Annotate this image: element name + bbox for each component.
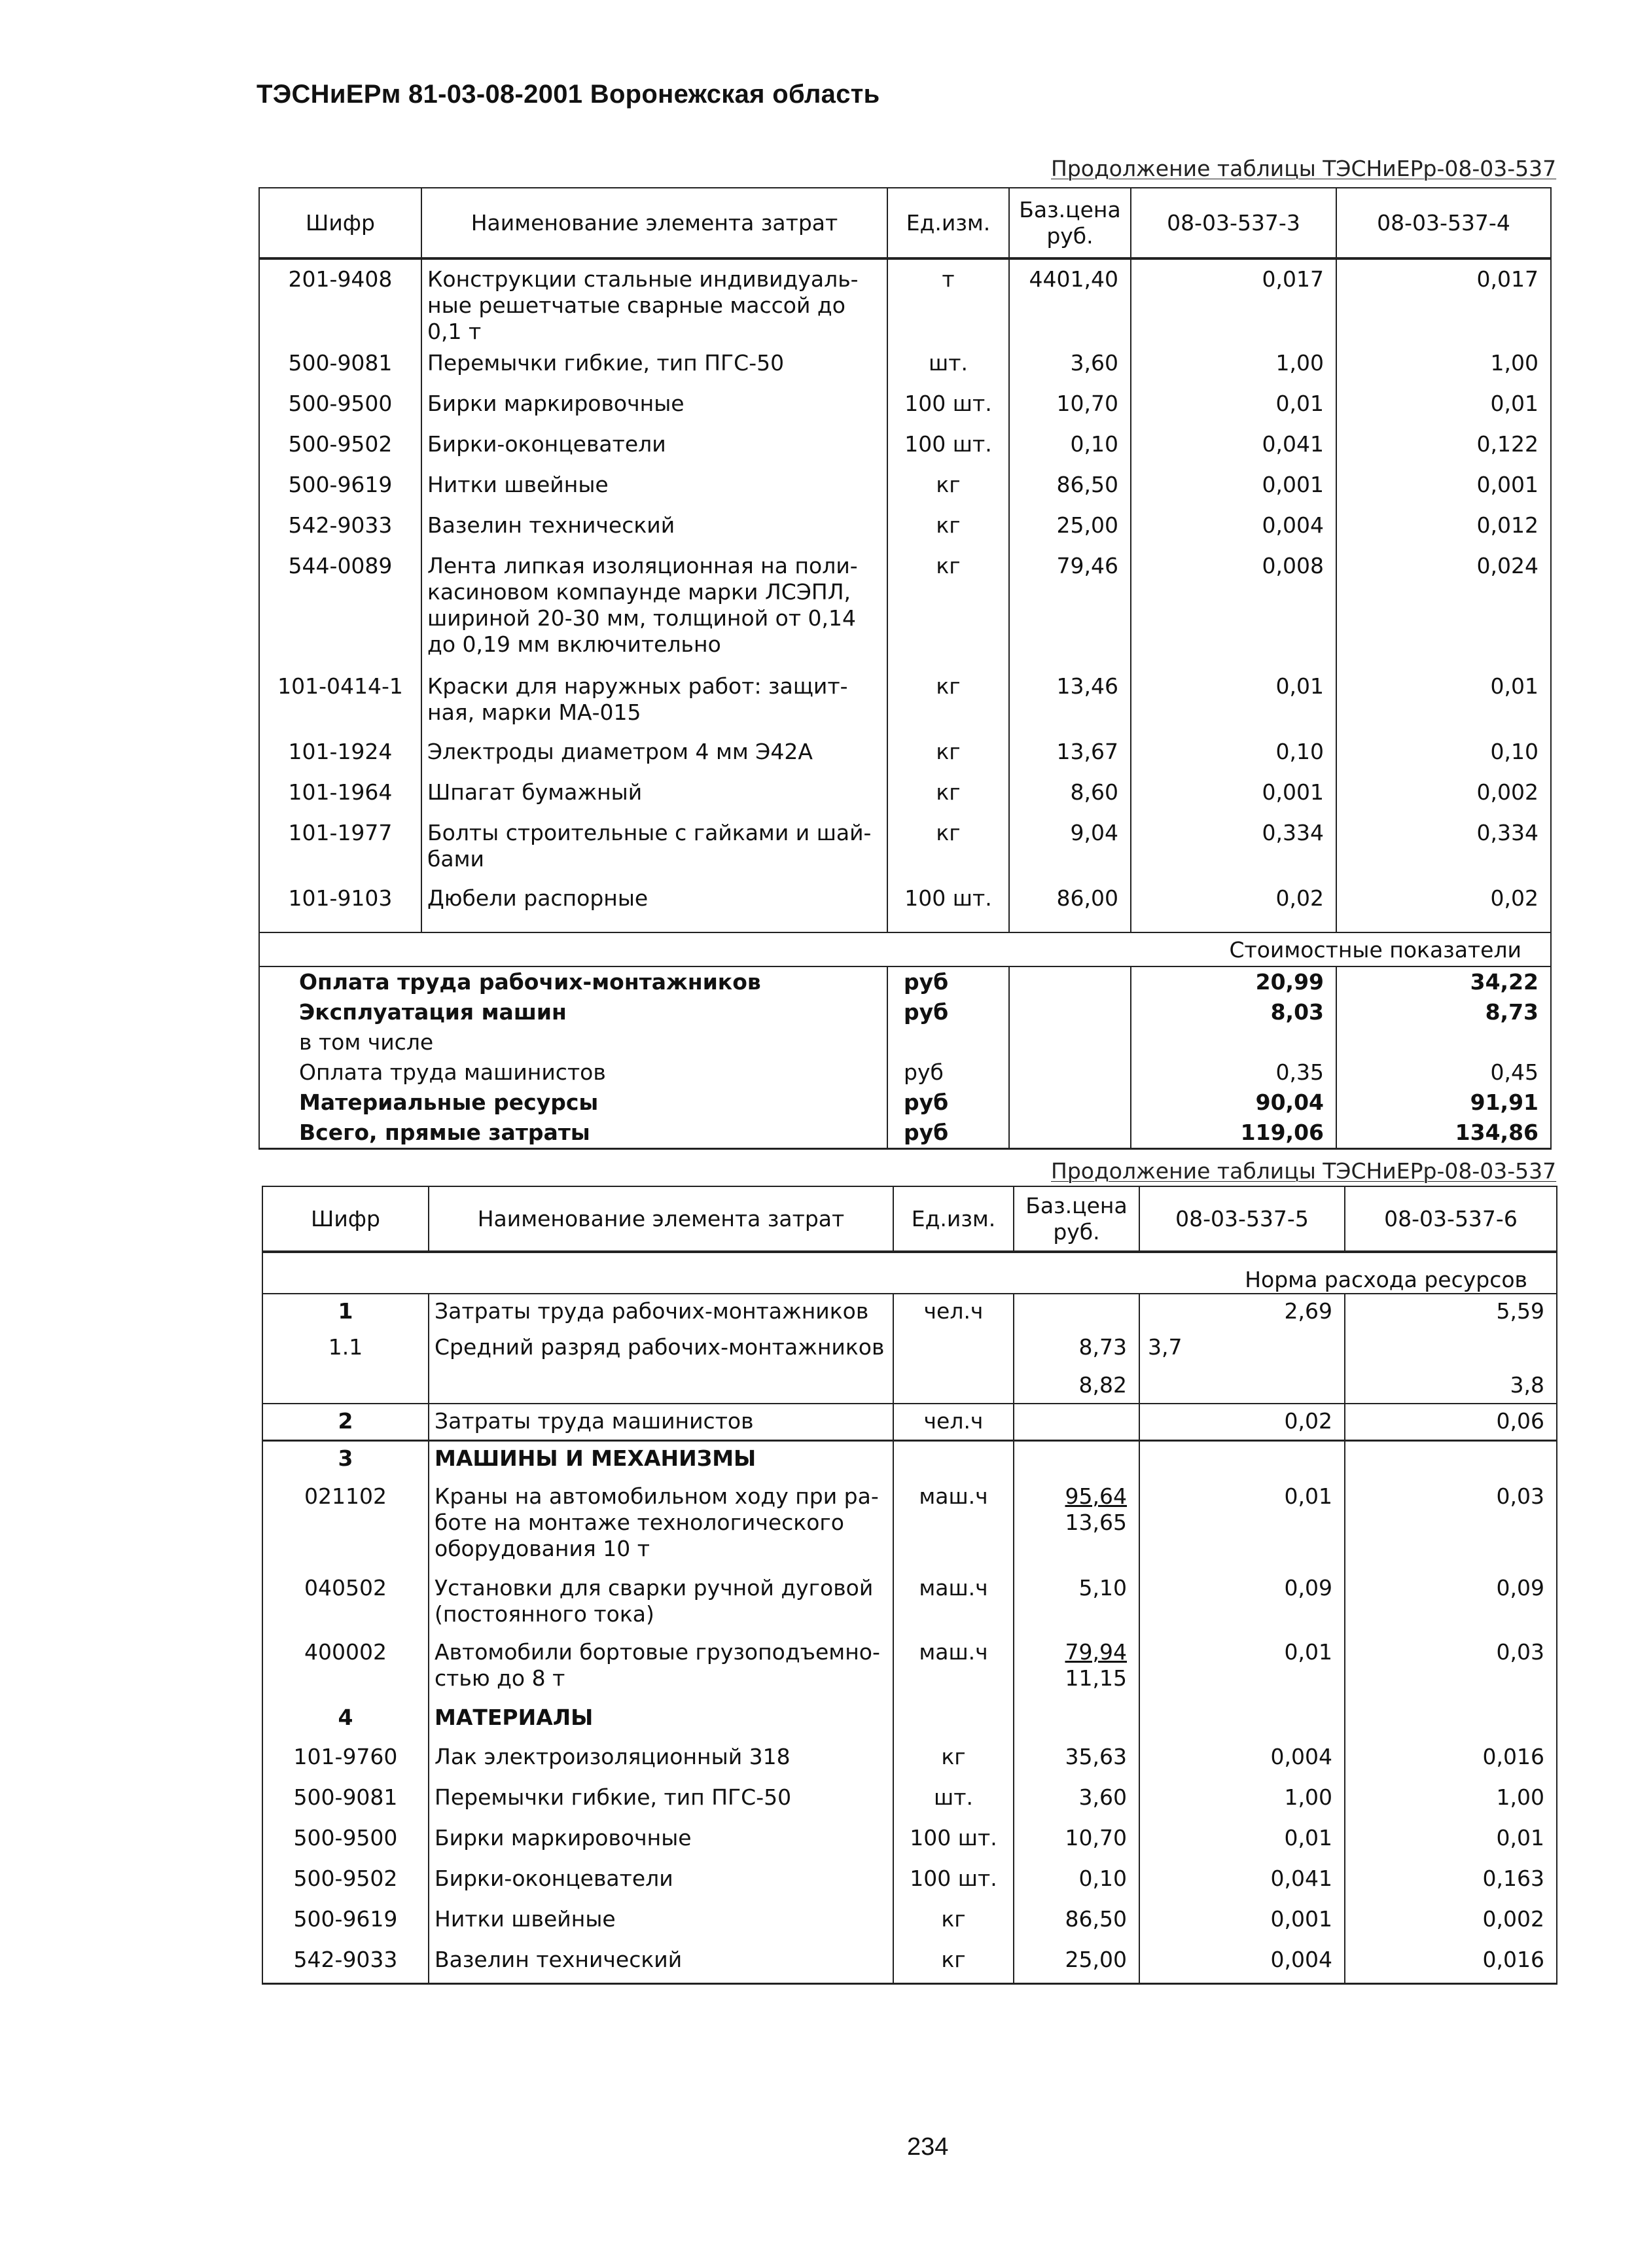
resource-name: Установки для сварки ручной дуговой (постоянного тока)	[429, 1571, 893, 1635]
resource-name: Затраты труда машинистов	[429, 1404, 893, 1440]
base-price-value: 86,50	[1065, 1906, 1127, 1932]
summary-value-a: 90,04	[1131, 1088, 1336, 1118]
norm-value-b: 3,8	[1345, 1368, 1557, 1404]
summary-unit: руб	[887, 997, 1009, 1027]
summary-label: Оплата труда машинистов	[259, 1057, 887, 1088]
table-row	[262, 1294, 1557, 1330]
table-row	[262, 1404, 1557, 1440]
resource-name: Вазелин технический	[421, 507, 887, 548]
table-row	[262, 1571, 1557, 1635]
resource-unit: кг	[893, 1740, 1014, 1781]
resource-unit: кг	[887, 668, 1009, 734]
resource-unit: кг	[887, 774, 1009, 815]
norm-value-a: 1,00	[1139, 1781, 1345, 1821]
table-row	[259, 385, 1551, 426]
resource-name: Болты строительные с гайками и шай-бами	[421, 815, 887, 880]
section-label: Стоимостные показатели	[259, 932, 1551, 966]
summary-label: Эксплуатация машин	[259, 997, 887, 1027]
norm-value-b: 0,002	[1345, 1902, 1557, 1943]
norm-value-b: 5,59	[1345, 1294, 1557, 1330]
resource-code: 101-1924	[259, 734, 421, 774]
norm-value-b: 0,024	[1336, 548, 1551, 668]
summary-row	[259, 1088, 1551, 1118]
summary-value-a	[1131, 1027, 1336, 1057]
base-price: 13,46	[1009, 668, 1131, 734]
table-row	[259, 774, 1551, 815]
base-price: 8,60	[1009, 774, 1131, 815]
norm-value-b	[1345, 1330, 1557, 1368]
table2-continuation-caption: Продолжение таблицы ТЭСНиЕРр-08-03-537	[1051, 1158, 1557, 1184]
base-price-value: 3,60	[1078, 1784, 1127, 1810]
resource-unit	[893, 1701, 1014, 1740]
base-price: 10,70	[1009, 385, 1131, 426]
resource-code: 1	[262, 1294, 429, 1330]
resource-code: 500-9081	[259, 345, 421, 385]
table-row	[262, 1862, 1557, 1902]
summary-row	[259, 1027, 1551, 1057]
summary-value-b: 34,22	[1336, 966, 1551, 997]
summary-value-a: 119,06	[1131, 1118, 1336, 1149]
summary-unit: руб	[887, 1118, 1009, 1149]
section-label-row	[262, 1252, 1557, 1294]
summary-unit	[887, 1027, 1009, 1057]
summary-value-a: 0,35	[1131, 1057, 1336, 1088]
base-price-value: 25,00	[1065, 1947, 1127, 1972]
norm-value-a: 0,01	[1139, 1480, 1345, 1571]
section-heading-row	[262, 1440, 1557, 1480]
summary-value-b	[1336, 1027, 1551, 1057]
base-price: 0,10	[1009, 426, 1131, 467]
resource-code: 500-9619	[259, 467, 421, 507]
norm-value-b: 0,02	[1336, 880, 1551, 921]
norm-value-a: 0,334	[1131, 815, 1336, 880]
resource-unit: 100 шт.	[887, 426, 1009, 467]
base-price-value: 35,63	[1065, 1744, 1127, 1769]
norm-value-b: 0,01	[1345, 1821, 1557, 1862]
resource-code: 542-9033	[262, 1943, 429, 1983]
base-price: 86,50	[1009, 467, 1131, 507]
base-price: 4401,40	[1009, 258, 1131, 345]
base-price-value: 95,64	[1065, 1483, 1127, 1509]
resource-unit: кг	[893, 1902, 1014, 1943]
norm-value-a: 0,004	[1139, 1740, 1345, 1781]
resource-name: Лента липкая изоляционная на поли-касиновом компаунде марки ЛСЭПЛ, шириной 20-30 мм, толщиной от 0,14 до 0,19 мм включительно	[421, 548, 887, 668]
col-header-unit: Ед.изм.	[887, 188, 1009, 258]
base-price	[1014, 1635, 1139, 1701]
norm-value-b	[1345, 1701, 1557, 1740]
table2-header-row	[262, 1186, 1557, 1252]
base-price	[1014, 1862, 1139, 1902]
base-price-value: 8,73	[1078, 1334, 1127, 1360]
norm-value-a: 0,041	[1139, 1862, 1345, 1902]
resource-unit: маш.ч	[893, 1571, 1014, 1635]
norm-value-b: 0,002	[1336, 774, 1551, 815]
resource-name: Шпагат бумажный	[421, 774, 887, 815]
resource-unit: 100 шт.	[887, 385, 1009, 426]
resource-code: 1.1	[262, 1330, 429, 1368]
resource-code: 101-1964	[259, 774, 421, 815]
resource-name: Автомобили бортовые грузоподъемно-стью до 8 т	[429, 1635, 893, 1701]
summary-row	[259, 997, 1551, 1027]
summary-price	[1009, 997, 1131, 1027]
resource-name: Бирки-оконцеватели	[421, 426, 887, 467]
table-row	[262, 1821, 1557, 1862]
norm-value-b: 0,122	[1336, 426, 1551, 467]
resource-unit: маш.ч	[893, 1635, 1014, 1701]
base-price: 25,00	[1009, 507, 1131, 548]
base-price-value: 0,10	[1078, 1866, 1127, 1891]
resource-table-2	[262, 1186, 1557, 1985]
resource-name: Нитки швейные	[421, 467, 887, 507]
table-row	[259, 258, 1551, 345]
norm-value-a	[1139, 1368, 1345, 1404]
norm-value-b: 0,012	[1336, 507, 1551, 548]
resource-code: 101-9760	[262, 1740, 429, 1781]
section-heading-row	[262, 1701, 1557, 1740]
base-price	[1014, 1480, 1139, 1571]
resource-name: Перемычки гибкие, тип ПГС-50	[429, 1781, 893, 1821]
col-header-variant-b: 08-03-537-4	[1336, 188, 1551, 258]
resource-unit: 100 шт.	[893, 1862, 1014, 1902]
resource-code: 2	[262, 1404, 429, 1440]
col-header-code: Шифр	[262, 1186, 429, 1252]
resource-code: 500-9619	[262, 1902, 429, 1943]
norm-value-b: 0,09	[1345, 1571, 1557, 1635]
norm-value-b: 0,017	[1336, 258, 1551, 345]
norm-value-a: 1,00	[1131, 345, 1336, 385]
resource-unit: 100 шт.	[887, 880, 1009, 921]
table-row	[259, 426, 1551, 467]
resource-unit: маш.ч	[893, 1480, 1014, 1571]
table-row	[259, 345, 1551, 385]
norm-value-b: 0,016	[1345, 1943, 1557, 1983]
summary-value-a: 8,03	[1131, 997, 1336, 1027]
resource-unit: чел.ч	[893, 1404, 1014, 1440]
norm-value-a	[1139, 1440, 1345, 1480]
table-row	[259, 668, 1551, 734]
norm-value-a: 0,004	[1139, 1943, 1345, 1983]
base-price-value: 8,82	[1078, 1372, 1127, 1398]
summary-unit: руб	[887, 1088, 1009, 1118]
resource-code: 400002	[262, 1635, 429, 1701]
norm-value-a: 0,004	[1131, 507, 1336, 548]
col-header-name: Наименование элемента затрат	[429, 1186, 893, 1252]
table-row	[262, 1740, 1557, 1781]
base-price-value: 79,94	[1065, 1639, 1127, 1665]
col-header-variant-a: 08-03-537-5	[1139, 1186, 1345, 1252]
resource-code: 500-9500	[259, 385, 421, 426]
resource-name: Бирки маркировочные	[429, 1821, 893, 1862]
resource-unit: шт.	[893, 1781, 1014, 1821]
resource-code: 101-0414-1	[259, 668, 421, 734]
summary-price	[1009, 1027, 1131, 1057]
resource-unit: кг	[887, 734, 1009, 774]
base-price	[1014, 1781, 1139, 1821]
table1-header-row	[259, 188, 1551, 258]
resource-code	[262, 1368, 429, 1404]
base-price: 79,46	[1009, 548, 1131, 668]
resource-code: 542-9033	[259, 507, 421, 548]
resource-name: Средний разряд рабочих-монтажников	[429, 1330, 893, 1368]
base-price	[1014, 1902, 1139, 1943]
base-price: 9,04	[1009, 815, 1131, 880]
col-header-price: Баз.цена руб.	[1014, 1186, 1139, 1252]
resource-name: Краски для наружных работ: защит-ная, марки МА-015	[421, 668, 887, 734]
summary-row	[259, 966, 1551, 997]
resource-code: 500-9502	[262, 1862, 429, 1902]
base-price: 3,60	[1009, 345, 1131, 385]
norm-value-b: 0,334	[1336, 815, 1551, 880]
base-price	[1014, 1701, 1139, 1740]
norm-value-a: 0,01	[1131, 385, 1336, 426]
resource-unit: кг	[887, 815, 1009, 880]
resource-code: 201-9408	[259, 258, 421, 345]
col-header-variant-a: 08-03-537-3	[1131, 188, 1336, 258]
resource-name: Бирки маркировочные	[421, 385, 887, 426]
summary-value-b: 0,45	[1336, 1057, 1551, 1088]
base-price	[1014, 1404, 1139, 1440]
resource-unit	[893, 1330, 1014, 1368]
norm-value-a: 0,02	[1131, 880, 1336, 921]
resource-code: 544-0089	[259, 548, 421, 668]
table-row	[262, 1902, 1557, 1943]
col-header-name: Наименование элемента затрат	[421, 188, 887, 258]
resource-code: 4	[262, 1701, 429, 1740]
resource-name: Конструкции стальные индивидуаль-ные решетчатые сварные массой до 0,1 т	[421, 258, 887, 345]
summary-label: Материальные ресурсы	[259, 1088, 887, 1118]
norm-value-a	[1139, 1701, 1345, 1740]
resource-code: 3	[262, 1440, 429, 1480]
resource-unit	[893, 1368, 1014, 1404]
base-price	[1014, 1821, 1139, 1862]
norm-value-b: 1,00	[1345, 1781, 1557, 1821]
document-header-title: ТЭСНиЕРм 81-03-08-2001 Воронежская область	[257, 80, 880, 109]
base-price-value: 10,70	[1065, 1825, 1127, 1851]
summary-unit: руб	[887, 966, 1009, 997]
base-price	[1014, 1294, 1139, 1330]
resource-name: Электроды диаметром 4 мм Э42А	[421, 734, 887, 774]
resource-name: Затраты труда рабочих-монтажников	[429, 1294, 893, 1330]
table-row	[262, 1635, 1557, 1701]
base-price	[1014, 1740, 1139, 1781]
table-row	[259, 734, 1551, 774]
col-header-variant-b: 08-03-537-6	[1345, 1186, 1557, 1252]
resource-name: Дюбели распорные	[421, 880, 887, 921]
table-row	[259, 548, 1551, 668]
resource-table-1	[258, 187, 1552, 1150]
resource-unit: т	[887, 258, 1009, 345]
norm-value-b: 0,06	[1345, 1404, 1557, 1440]
norm-value-a: 0,01	[1131, 668, 1336, 734]
resource-code: 040502	[262, 1571, 429, 1635]
resource-name: Бирки-оконцеватели	[429, 1862, 893, 1902]
resource-name	[429, 1368, 893, 1404]
norm-value-b: 0,03	[1345, 1480, 1557, 1571]
summary-label: Всего, прямые затраты	[259, 1118, 887, 1149]
resource-code: 101-9103	[259, 880, 421, 921]
norm-value-b: 0,01	[1336, 668, 1551, 734]
summary-price	[1009, 1057, 1131, 1088]
resource-unit: кг	[893, 1943, 1014, 1983]
norm-value-a: 0,008	[1131, 548, 1336, 668]
base-price: 86,00	[1009, 880, 1131, 921]
summary-value-b: 8,73	[1336, 997, 1551, 1027]
table-row	[259, 507, 1551, 548]
norm-value-b	[1345, 1440, 1557, 1480]
base-price-value: 5,10	[1078, 1575, 1127, 1601]
base-price	[1014, 1571, 1139, 1635]
norm-value-b: 1,00	[1336, 345, 1551, 385]
norm-value-a: 0,017	[1131, 258, 1336, 345]
col-header-unit: Ед.изм.	[893, 1186, 1014, 1252]
base-price-machinist: 11,15	[1065, 1665, 1127, 1691]
summary-value-b: 91,91	[1336, 1088, 1551, 1118]
resource-name: Вазелин технический	[429, 1943, 893, 1983]
base-price: 13,67	[1009, 734, 1131, 774]
col-header-price: Баз.цена руб.	[1009, 188, 1131, 258]
summary-price	[1009, 1118, 1131, 1149]
resource-code: 021102	[262, 1480, 429, 1571]
norm-value-a: 2,69	[1139, 1294, 1345, 1330]
norm-value-b: 0,163	[1345, 1862, 1557, 1902]
table-row	[259, 815, 1551, 880]
resource-unit: 100 шт.	[893, 1821, 1014, 1862]
norm-value-a: 0,01	[1139, 1635, 1345, 1701]
base-price	[1014, 1440, 1139, 1480]
summary-row	[259, 1057, 1551, 1088]
resource-code: 500-9502	[259, 426, 421, 467]
table-row	[262, 1480, 1557, 1571]
resource-name: МАШИНЫ И МЕХАНИЗМЫ	[429, 1440, 893, 1480]
resource-name: Лак электроизоляционный 318	[429, 1740, 893, 1781]
norm-value-b: 0,001	[1336, 467, 1551, 507]
norm-value-a: 0,001	[1131, 774, 1336, 815]
col-header-code: Шифр	[259, 188, 421, 258]
page-number: 234	[907, 2133, 949, 2161]
summary-unit: руб	[887, 1057, 1009, 1088]
summary-value-a: 20,99	[1131, 966, 1336, 997]
section-label: Норма расхода ресурсов	[262, 1252, 1557, 1294]
norm-value-b: 0,03	[1345, 1635, 1557, 1701]
section-label-row	[259, 932, 1551, 966]
resource-code: 500-9500	[262, 1821, 429, 1862]
resource-unit: кг	[887, 467, 1009, 507]
resource-code: 500-9081	[262, 1781, 429, 1821]
base-price-machinist: 13,65	[1065, 1510, 1127, 1535]
summary-label: Оплата труда рабочих-монтажников	[259, 966, 887, 997]
norm-value-b: 0,01	[1336, 385, 1551, 426]
table-row	[262, 1368, 1557, 1404]
resource-unit: кг	[887, 507, 1009, 548]
resource-unit: чел.ч	[893, 1294, 1014, 1330]
base-price	[1014, 1368, 1139, 1404]
norm-value-a: 0,001	[1139, 1902, 1345, 1943]
norm-value-a: 0,02	[1139, 1404, 1345, 1440]
summary-price	[1009, 966, 1131, 997]
summary-label: в том числе	[259, 1027, 887, 1057]
spacer-row	[259, 921, 1551, 932]
table-row	[259, 467, 1551, 507]
table-row	[259, 880, 1551, 921]
resource-unit: шт.	[887, 345, 1009, 385]
norm-value-a: 0,10	[1131, 734, 1336, 774]
table1-continuation-caption: Продолжение таблицы ТЭСНиЕРр-08-03-537	[1051, 156, 1557, 181]
norm-value-a: 0,001	[1131, 467, 1336, 507]
resource-name: МАТЕРИАЛЫ	[429, 1701, 893, 1740]
summary-price	[1009, 1088, 1131, 1118]
table-row	[262, 1781, 1557, 1821]
table-row	[262, 1330, 1557, 1368]
resource-name: Нитки швейные	[429, 1902, 893, 1943]
resource-name: Краны на автомобильном ходу при ра-боте на монтаже технологического оборудования 10 т	[429, 1480, 893, 1571]
norm-value-b: 0,016	[1345, 1740, 1557, 1781]
norm-value-a: 0,041	[1131, 426, 1336, 467]
resource-name: Перемычки гибкие, тип ПГС-50	[421, 345, 887, 385]
resource-code: 101-1977	[259, 815, 421, 880]
summary-value-b: 134,86	[1336, 1118, 1551, 1149]
norm-value-a: 3,7	[1139, 1330, 1345, 1368]
table-row	[262, 1943, 1557, 1983]
norm-value-b: 0,10	[1336, 734, 1551, 774]
summary-row	[259, 1118, 1551, 1149]
base-price	[1014, 1943, 1139, 1983]
resource-unit: кг	[887, 548, 1009, 668]
resource-unit	[893, 1440, 1014, 1480]
base-price	[1014, 1330, 1139, 1368]
norm-value-a: 0,01	[1139, 1821, 1345, 1862]
norm-value-a: 0,09	[1139, 1571, 1345, 1635]
